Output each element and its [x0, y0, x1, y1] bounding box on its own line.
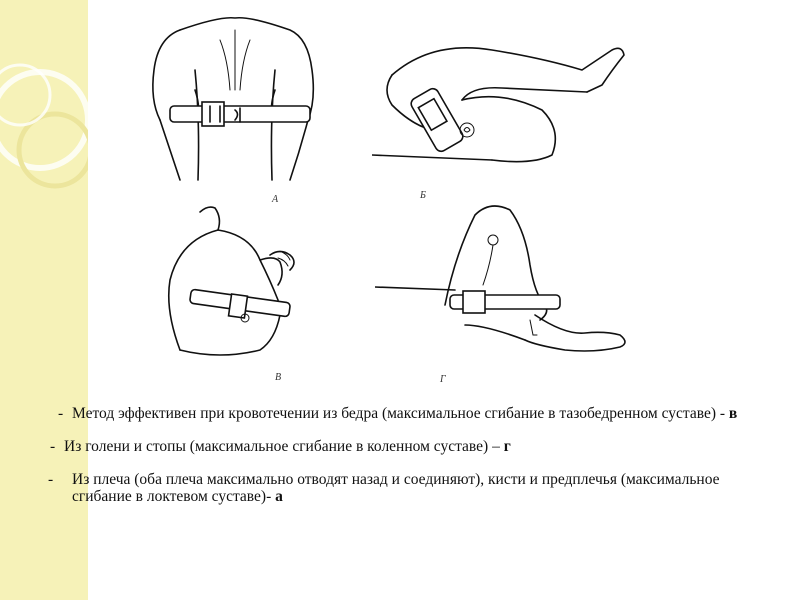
- figure-b-illustration: [372, 30, 632, 180]
- list-item-answer: а: [275, 488, 283, 505]
- list-dash: -: [48, 471, 54, 488]
- list-item: [44, 405, 744, 422]
- list-item-text: Из плеча (оба плеча максимально отводят назад и соединяют), кисти и предплечья (максимальное сгибание в локтевом суставе)-: [72, 471, 720, 505]
- figure-a-label: А: [272, 194, 279, 205]
- list-dash: -: [58, 405, 64, 422]
- figure-v-illustration: [160, 200, 310, 370]
- list-dash: -: [50, 438, 56, 455]
- figure-g-label: Г: [440, 374, 446, 385]
- list-item-text: Метод эффективен при кровотечении из бедра (максимальное сгибание в тазобедренном суставе) -: [72, 405, 729, 422]
- method-list: [44, 405, 744, 521]
- list-item-answer: в: [728, 405, 738, 422]
- list-item: [44, 438, 744, 455]
- list-item: [44, 471, 744, 505]
- figure-a-illustration: [140, 10, 330, 195]
- list-item-text: Из голени и стопы (максимальное сгибание в коленном суставе) –: [64, 438, 504, 455]
- list-item-answer: г: [503, 438, 511, 455]
- figure-v-label: В: [275, 372, 282, 383]
- figure-b-label: Б: [420, 190, 426, 201]
- figure-g-illustration: [375, 195, 635, 365]
